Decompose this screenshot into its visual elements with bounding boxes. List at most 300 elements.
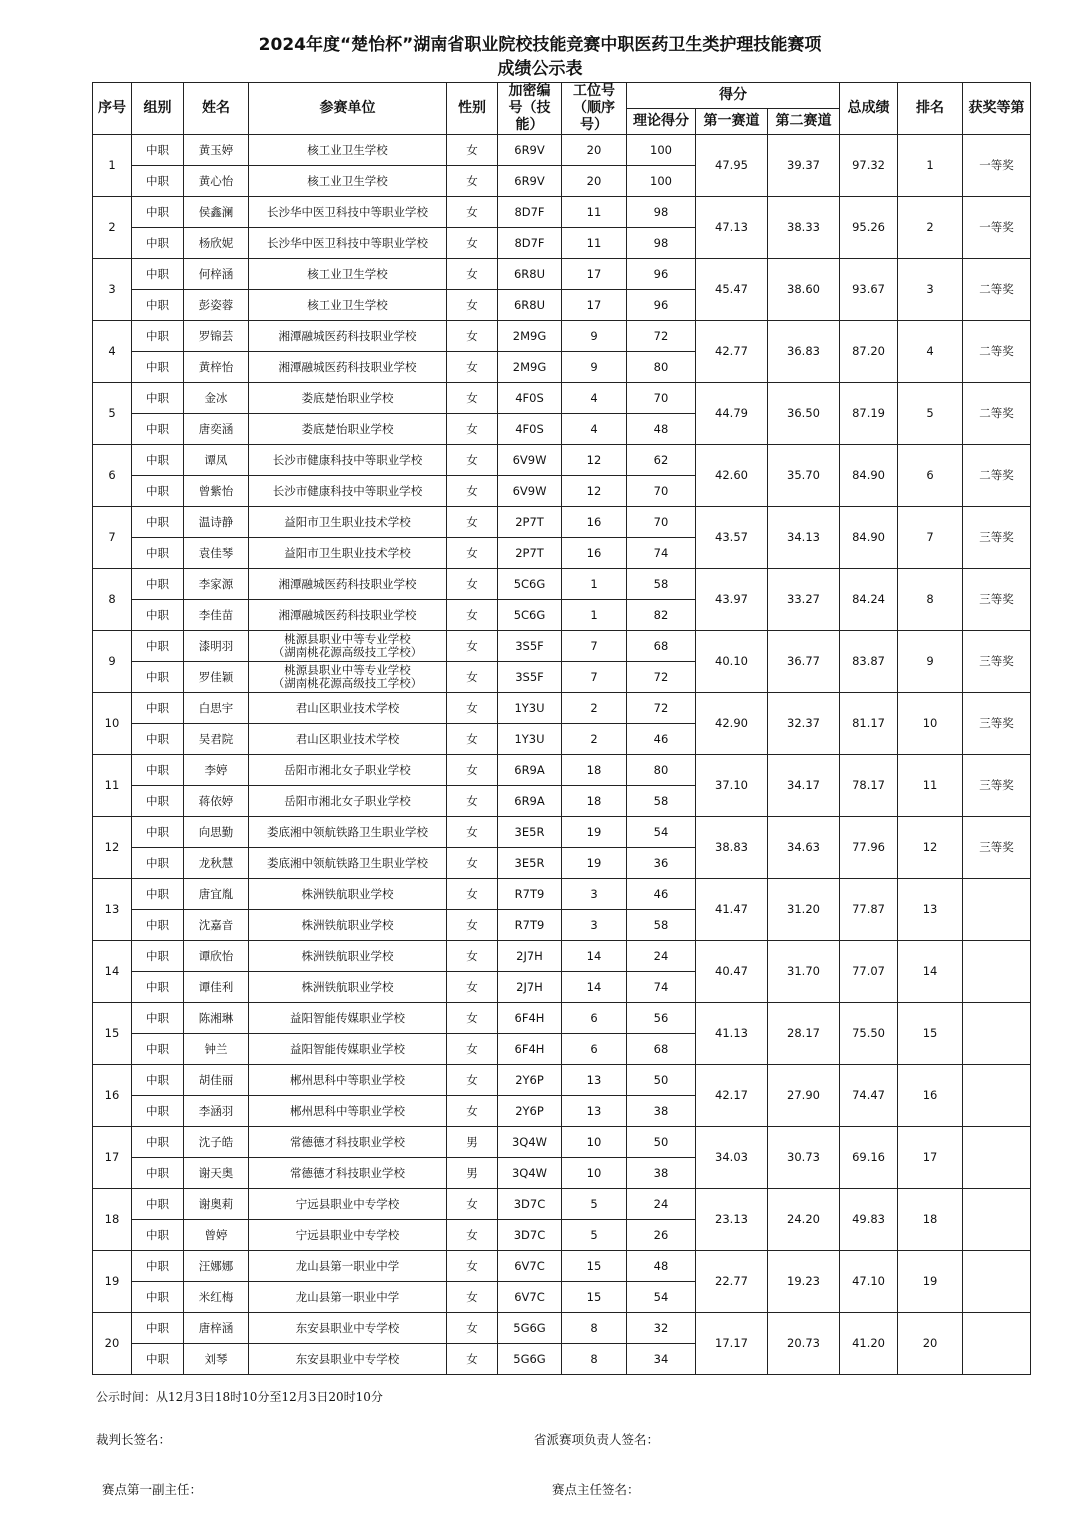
table-row — [93, 1313, 1031, 1344]
total-score-cell: 47.10 — [840, 1251, 898, 1313]
header-total: 总成绩 — [840, 83, 898, 135]
rank-cell: 17 — [898, 1127, 963, 1189]
theory-score-cell: 38 — [627, 1096, 696, 1127]
track1-score-cell: 23.13 — [696, 1189, 768, 1251]
unit-cell — [249, 631, 447, 662]
theory-score-cell: 72 — [627, 662, 696, 693]
rank-cell: 19 — [898, 1251, 963, 1313]
group-cell: 中职 — [132, 910, 184, 941]
header-rank: 排名 — [898, 83, 963, 135]
code-cell: 5C6G — [498, 600, 562, 631]
award-cell — [963, 941, 1031, 1003]
name-cell: 李涵羽 — [184, 1096, 249, 1127]
name-cell: 谭欣怡 — [184, 941, 249, 972]
track1-score-cell: 42.77 — [696, 321, 768, 383]
track2-score-cell: 30.73 — [768, 1127, 840, 1189]
track2-score-cell: 27.90 — [768, 1065, 840, 1127]
table-row — [93, 755, 1031, 786]
gender-cell: 女 — [447, 786, 498, 817]
name-cell: 李家源 — [184, 569, 249, 600]
total-score-cell: 84.90 — [840, 445, 898, 507]
theory-score-cell: 58 — [627, 786, 696, 817]
code-cell: 6R9V — [498, 166, 562, 197]
seq-cell: 5 — [93, 383, 132, 445]
theory-score-cell: 54 — [627, 1282, 696, 1313]
results-table — [92, 82, 1031, 1375]
group-cell: 中职 — [132, 941, 184, 972]
rank-cell: 10 — [898, 693, 963, 755]
unit-cell: 益阳智能传媒职业学校 — [249, 1003, 447, 1034]
theory-score-cell: 46 — [627, 724, 696, 755]
deputy-director-label: 赛点第一副主任： — [102, 1482, 203, 1497]
group-cell: 中职 — [132, 724, 184, 755]
code-cell: 2M9G — [498, 321, 562, 352]
name-cell: 杨欣妮 — [184, 228, 249, 259]
name-cell: 龙秋慧 — [184, 848, 249, 879]
gender-cell: 女 — [447, 848, 498, 879]
station-cell: 6 — [562, 1034, 627, 1065]
track2-score-cell: 34.13 — [768, 507, 840, 569]
theory-score-cell: 50 — [627, 1127, 696, 1158]
station-cell: 9 — [562, 321, 627, 352]
station-cell: 20 — [562, 166, 627, 197]
code-cell: 6R8U — [498, 259, 562, 290]
name-cell: 陈湘琳 — [184, 1003, 249, 1034]
code-cell: 5C6G — [498, 569, 562, 600]
track2-score-cell: 38.33 — [768, 197, 840, 259]
group-cell: 中职 — [132, 1034, 184, 1065]
seq-cell: 2 — [93, 197, 132, 259]
rank-cell: 7 — [898, 507, 963, 569]
name-cell: 沈子皓 — [184, 1127, 249, 1158]
group-cell: 中职 — [132, 290, 184, 321]
gender-cell: 女 — [447, 383, 498, 414]
total-score-cell: 81.17 — [840, 693, 898, 755]
rank-cell: 18 — [898, 1189, 963, 1251]
code-cell: 2M9G — [498, 352, 562, 383]
theory-score-cell: 26 — [627, 1220, 696, 1251]
station-cell: 9 — [562, 352, 627, 383]
name-cell: 曾紫怡 — [184, 476, 249, 507]
unit-cell: 湘潭融城医药科技职业学校 — [249, 352, 447, 383]
group-cell: 中职 — [132, 507, 184, 538]
unit-cell: 湘潭融城医药科技职业学校 — [249, 321, 447, 352]
gender-cell: 女 — [447, 135, 498, 166]
header-group: 组别 — [132, 83, 184, 135]
theory-score-cell: 36 — [627, 848, 696, 879]
group-cell: 中职 — [132, 1251, 184, 1282]
seq-cell: 18 — [93, 1189, 132, 1251]
theory-score-cell: 38 — [627, 1158, 696, 1189]
gender-cell: 女 — [447, 1065, 498, 1096]
total-score-cell: 75.50 — [840, 1003, 898, 1065]
gender-cell: 女 — [447, 197, 498, 228]
theory-score-cell: 70 — [627, 507, 696, 538]
theory-score-cell: 74 — [627, 972, 696, 1003]
unit-cell: 君山区职业技术学校 — [249, 724, 447, 755]
code-cell: 6F4H — [498, 1003, 562, 1034]
total-score-cell: 83.87 — [840, 631, 898, 693]
rank-cell: 6 — [898, 445, 963, 507]
header-track2: 第二赛道 — [768, 109, 840, 135]
theory-score-cell: 32 — [627, 1313, 696, 1344]
name-cell: 漆明羽 — [184, 631, 249, 662]
theory-score-cell: 70 — [627, 476, 696, 507]
rank-cell: 8 — [898, 569, 963, 631]
group-cell: 中职 — [132, 1127, 184, 1158]
award-cell: 二等奖 — [963, 445, 1031, 507]
track2-score-cell: 35.70 — [768, 445, 840, 507]
unit-cell: 常德德才科技职业学校 — [249, 1158, 447, 1189]
track2-score-cell: 24.20 — [768, 1189, 840, 1251]
code-cell: 2Y6P — [498, 1065, 562, 1096]
theory-score-cell: 70 — [627, 383, 696, 414]
rank-cell: 2 — [898, 197, 963, 259]
total-score-cell: 77.87 — [840, 879, 898, 941]
name-cell: 何梓涵 — [184, 259, 249, 290]
award-cell: 一等奖 — [963, 135, 1031, 197]
seq-cell: 7 — [93, 507, 132, 569]
station-cell: 15 — [562, 1251, 627, 1282]
total-score-cell: 87.19 — [840, 383, 898, 445]
header-code: 加密编号（技能） — [498, 83, 562, 135]
unit-cell: 郴州思科中等职业学校 — [249, 1065, 447, 1096]
theory-score-cell: 96 — [627, 290, 696, 321]
gender-cell: 女 — [447, 507, 498, 538]
total-score-cell: 84.90 — [840, 507, 898, 569]
award-cell: 三等奖 — [963, 569, 1031, 631]
track1-score-cell: 47.95 — [696, 135, 768, 197]
theory-score-cell: 34 — [627, 1344, 696, 1375]
unit-cell: 东安县职业中专学校 — [249, 1344, 447, 1375]
name-cell: 彭姿蓉 — [184, 290, 249, 321]
group-cell: 中职 — [132, 879, 184, 910]
code-cell: 5G6G — [498, 1313, 562, 1344]
seq-cell: 13 — [93, 879, 132, 941]
track2-score-cell: 20.73 — [768, 1313, 840, 1375]
unit-line: 桃源县职业中等专业学校 — [284, 632, 411, 646]
table-row — [93, 321, 1031, 352]
award-cell: 三等奖 — [963, 507, 1031, 569]
code-cell: 2P7T — [498, 538, 562, 569]
award-cell: 三等奖 — [963, 631, 1031, 693]
station-cell: 14 — [562, 941, 627, 972]
table-row — [93, 1065, 1031, 1096]
track1-score-cell: 41.13 — [696, 1003, 768, 1065]
award-cell: 二等奖 — [963, 321, 1031, 383]
station-cell: 18 — [562, 786, 627, 817]
name-cell: 谭凤 — [184, 445, 249, 476]
group-cell: 中职 — [132, 631, 184, 662]
total-score-cell: 69.16 — [840, 1127, 898, 1189]
seq-cell: 14 — [93, 941, 132, 1003]
code-cell: 1Y3U — [498, 693, 562, 724]
station-cell: 8 — [562, 1313, 627, 1344]
unit-cell: 长沙华中医卫科技中等职业学校 — [249, 228, 447, 259]
group-cell: 中职 — [132, 414, 184, 445]
theory-score-cell: 96 — [627, 259, 696, 290]
table-row — [93, 1189, 1031, 1220]
code-cell: 6V7C — [498, 1251, 562, 1282]
total-score-cell: 49.83 — [840, 1189, 898, 1251]
station-cell: 8 — [562, 1344, 627, 1375]
unit-cell: 湘潭融城医药科技职业学校 — [249, 600, 447, 631]
gender-cell: 女 — [447, 693, 498, 724]
rank-cell: 5 — [898, 383, 963, 445]
track1-score-cell: 41.47 — [696, 879, 768, 941]
gender-cell: 女 — [447, 724, 498, 755]
unit-cell: 龙山县第一职业中学 — [249, 1282, 447, 1313]
station-cell: 16 — [562, 507, 627, 538]
name-cell: 温诗静 — [184, 507, 249, 538]
code-cell: 8D7F — [498, 197, 562, 228]
theory-score-cell: 80 — [627, 755, 696, 786]
track1-score-cell: 34.03 — [696, 1127, 768, 1189]
station-cell: 6 — [562, 1003, 627, 1034]
code-cell: 6R9V — [498, 135, 562, 166]
theory-score-cell: 24 — [627, 941, 696, 972]
track1-score-cell: 22.77 — [696, 1251, 768, 1313]
name-cell: 罗佳颖 — [184, 662, 249, 693]
track1-score-cell: 42.90 — [696, 693, 768, 755]
gender-cell: 女 — [447, 290, 498, 321]
name-cell: 谢奥莉 — [184, 1189, 249, 1220]
theory-score-cell: 46 — [627, 879, 696, 910]
track2-score-cell: 19.23 — [768, 1251, 840, 1313]
unit-cell: 株洲铁航职业学校 — [249, 941, 447, 972]
gender-cell: 女 — [447, 166, 498, 197]
award-cell: 三等奖 — [963, 693, 1031, 755]
station-cell: 4 — [562, 414, 627, 445]
theory-score-cell: 98 — [627, 197, 696, 228]
gender-cell: 女 — [447, 941, 498, 972]
unit-cell: 宁远县职业中专学校 — [249, 1220, 447, 1251]
rank-cell: 14 — [898, 941, 963, 1003]
station-cell: 20 — [562, 135, 627, 166]
track1-score-cell: 17.17 — [696, 1313, 768, 1375]
code-cell: 2Y6P — [498, 1096, 562, 1127]
name-cell: 唐梓涵 — [184, 1313, 249, 1344]
gender-cell: 女 — [447, 1313, 498, 1344]
name-cell: 向思勤 — [184, 817, 249, 848]
seq-cell: 19 — [93, 1251, 132, 1313]
name-cell: 钟兰 — [184, 1034, 249, 1065]
code-cell: 2P7T — [498, 507, 562, 538]
gender-cell: 男 — [447, 1158, 498, 1189]
name-cell: 胡佳丽 — [184, 1065, 249, 1096]
track1-score-cell: 44.79 — [696, 383, 768, 445]
unit-cell: 核工业卫生学校 — [249, 259, 447, 290]
table-row — [93, 693, 1031, 724]
name-cell: 唐奕涵 — [184, 414, 249, 445]
header-unit: 参赛单位 — [249, 83, 447, 135]
gender-cell: 女 — [447, 879, 498, 910]
table-row — [93, 259, 1031, 290]
station-cell: 7 — [562, 631, 627, 662]
gender-cell: 女 — [447, 476, 498, 507]
rank-cell: 3 — [898, 259, 963, 321]
table-row — [93, 197, 1031, 228]
theory-score-cell: 62 — [627, 445, 696, 476]
code-cell: R7T9 — [498, 879, 562, 910]
station-cell: 1 — [562, 569, 627, 600]
station-cell: 3 — [562, 910, 627, 941]
theory-score-cell: 68 — [627, 1034, 696, 1065]
unit-line: 桃源县职业中等专业学校 — [284, 663, 411, 677]
seq-cell: 8 — [93, 569, 132, 631]
unit-line-alt: （湖南桃花源高级技工学校） — [272, 676, 423, 690]
group-cell: 中职 — [132, 1344, 184, 1375]
theory-score-cell: 100 — [627, 166, 696, 197]
station-cell: 1 — [562, 600, 627, 631]
code-cell: 3Q4W — [498, 1158, 562, 1189]
theory-score-cell: 74 — [627, 538, 696, 569]
award-cell: 三等奖 — [963, 755, 1031, 817]
theory-score-cell: 58 — [627, 569, 696, 600]
name-cell: 金冰 — [184, 383, 249, 414]
table-row — [93, 507, 1031, 538]
station-cell: 18 — [562, 755, 627, 786]
table-row — [93, 941, 1031, 972]
gender-cell: 女 — [447, 321, 498, 352]
station-cell: 4 — [562, 383, 627, 414]
unit-cell: 娄底湘中领航铁路卫生职业学校 — [249, 817, 447, 848]
gender-cell: 女 — [447, 662, 498, 693]
station-cell: 2 — [562, 693, 627, 724]
track1-score-cell: 42.60 — [696, 445, 768, 507]
group-cell: 中职 — [132, 1065, 184, 1096]
header-station: 工位号（顺序号） — [562, 83, 627, 135]
gender-cell: 女 — [447, 910, 498, 941]
header-theory: 理论得分 — [627, 109, 696, 135]
name-cell: 谭佳利 — [184, 972, 249, 1003]
track2-score-cell: 36.77 — [768, 631, 840, 693]
station-cell: 5 — [562, 1220, 627, 1251]
track2-score-cell: 28.17 — [768, 1003, 840, 1065]
gender-cell: 女 — [447, 972, 498, 1003]
track1-score-cell: 45.47 — [696, 259, 768, 321]
code-cell: 2J7H — [498, 941, 562, 972]
seq-cell: 20 — [93, 1313, 132, 1375]
award-cell — [963, 1189, 1031, 1251]
gender-cell: 女 — [447, 1189, 498, 1220]
gender-cell: 女 — [447, 755, 498, 786]
group-cell: 中职 — [132, 166, 184, 197]
station-cell: 13 — [562, 1065, 627, 1096]
name-cell: 谢天奥 — [184, 1158, 249, 1189]
table-row — [93, 879, 1031, 910]
group-cell: 中职 — [132, 1003, 184, 1034]
page-title: 2024年度“楚怡杯”湖南省职业院校技能竞赛中职医药卫生类护理技能赛项 — [258, 35, 822, 55]
code-cell: 5G6G — [498, 1344, 562, 1375]
group-cell: 中职 — [132, 600, 184, 631]
theory-score-cell: 72 — [627, 693, 696, 724]
gender-cell: 女 — [447, 414, 498, 445]
group-cell: 中职 — [132, 321, 184, 352]
unit-cell: 东安县职业中专学校 — [249, 1313, 447, 1344]
track1-score-cell: 43.97 — [696, 569, 768, 631]
table-row — [93, 135, 1031, 166]
publish-time: 公示时间：从12月3日18时10分至12月3日20时10分 — [96, 1390, 383, 1404]
unit-cell: 郴州思科中等职业学校 — [249, 1096, 447, 1127]
unit-cell: 宁远县职业中专学校 — [249, 1189, 447, 1220]
unit-cell: 长沙市健康科技中等职业学校 — [249, 476, 447, 507]
provincial-lead-signature-label: 省派赛项负责人签名： — [534, 1432, 660, 1447]
theory-score-cell: 54 — [627, 817, 696, 848]
code-cell: 3S5F — [498, 631, 562, 662]
track2-score-cell: 32.37 — [768, 693, 840, 755]
theory-score-cell: 56 — [627, 1003, 696, 1034]
award-cell — [963, 1003, 1031, 1065]
code-cell: 6V9W — [498, 476, 562, 507]
name-cell: 李婷 — [184, 755, 249, 786]
group-cell: 中职 — [132, 848, 184, 879]
station-cell: 15 — [562, 1282, 627, 1313]
unit-cell: 株洲铁航职业学校 — [249, 879, 447, 910]
theory-score-cell: 48 — [627, 1251, 696, 1282]
name-cell: 黄心怡 — [184, 166, 249, 197]
total-score-cell: 41.20 — [840, 1313, 898, 1375]
rank-cell: 15 — [898, 1003, 963, 1065]
track1-score-cell: 47.13 — [696, 197, 768, 259]
track2-score-cell: 31.70 — [768, 941, 840, 1003]
station-cell: 17 — [562, 290, 627, 321]
unit-cell: 益阳市卫生职业技术学校 — [249, 507, 447, 538]
theory-score-cell: 58 — [627, 910, 696, 941]
track2-score-cell: 33.27 — [768, 569, 840, 631]
code-cell: 1Y3U — [498, 724, 562, 755]
code-cell: 3D7C — [498, 1189, 562, 1220]
gender-cell: 女 — [447, 259, 498, 290]
gender-cell: 女 — [447, 1251, 498, 1282]
award-cell — [963, 1251, 1031, 1313]
track1-score-cell: 38.83 — [696, 817, 768, 879]
header-award: 获奖等第 — [963, 83, 1031, 135]
station-cell: 13 — [562, 1096, 627, 1127]
group-cell: 中职 — [132, 259, 184, 290]
code-cell: 6V9W — [498, 445, 562, 476]
rank-cell: 1 — [898, 135, 963, 197]
station-cell: 17 — [562, 259, 627, 290]
track2-score-cell: 34.17 — [768, 755, 840, 817]
group-cell: 中职 — [132, 383, 184, 414]
rank-cell: 20 — [898, 1313, 963, 1375]
total-score-cell: 74.47 — [840, 1065, 898, 1127]
code-cell: 6R9A — [498, 786, 562, 817]
track1-score-cell: 40.47 — [696, 941, 768, 1003]
group-cell: 中职 — [132, 1189, 184, 1220]
seq-cell: 15 — [93, 1003, 132, 1065]
total-score-cell: 84.24 — [840, 569, 898, 631]
theory-score-cell: 100 — [627, 135, 696, 166]
track2-score-cell: 39.37 — [768, 135, 840, 197]
station-cell: 5 — [562, 1189, 627, 1220]
award-cell — [963, 1127, 1031, 1189]
name-cell: 黄玉婷 — [184, 135, 249, 166]
header-name: 姓名 — [184, 83, 249, 135]
group-cell: 中职 — [132, 1282, 184, 1313]
name-cell: 沈嘉音 — [184, 910, 249, 941]
name-cell: 唐宜胤 — [184, 879, 249, 910]
unit-cell: 岳阳市湘北女子职业学校 — [249, 755, 447, 786]
unit-cell: 娄底楚怡职业学校 — [249, 383, 447, 414]
gender-cell: 女 — [447, 1282, 498, 1313]
table-row — [93, 1251, 1031, 1282]
gender-cell: 女 — [447, 445, 498, 476]
unit-cell: 君山区职业技术学校 — [249, 693, 447, 724]
code-cell: 4F0S — [498, 383, 562, 414]
total-score-cell: 97.32 — [840, 135, 898, 197]
